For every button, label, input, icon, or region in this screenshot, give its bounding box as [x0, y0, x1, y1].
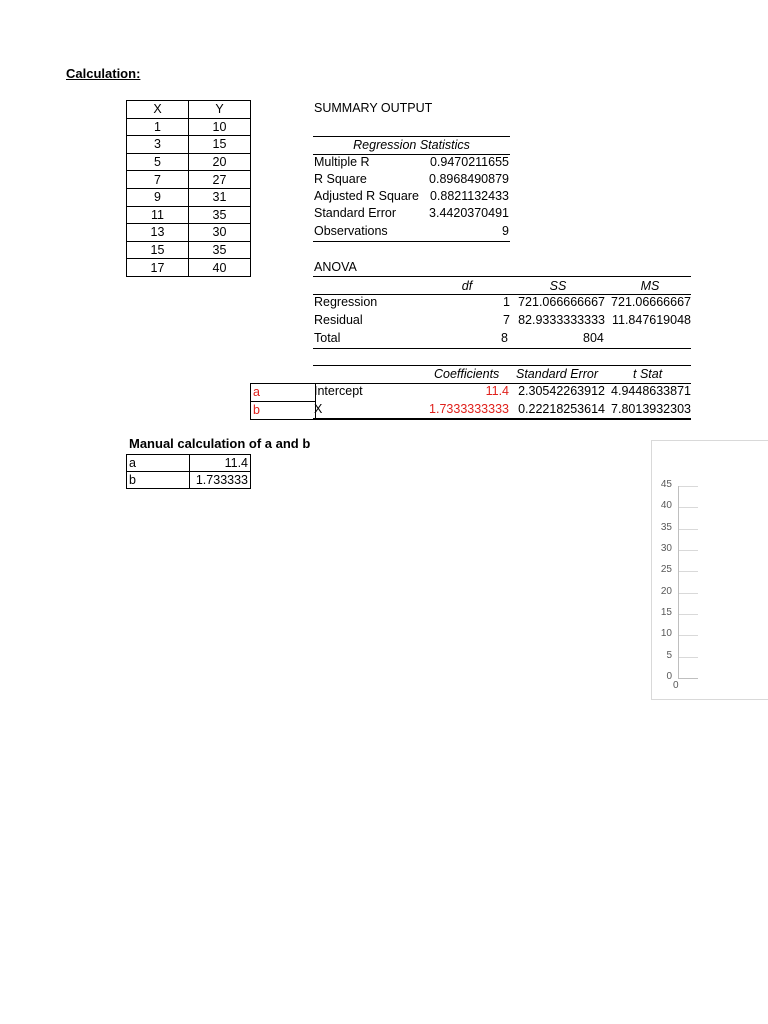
- regstat-value[interactable]: 0.8821132433: [429, 189, 509, 203]
- anova-row-label: Regression: [314, 295, 378, 309]
- chart-gridline: [678, 657, 698, 658]
- chart-y-tick-label: 5: [666, 649, 672, 661]
- table-row: [127, 118, 251, 136]
- anova-row-label: Total: [314, 331, 341, 345]
- anova-row-label: Residual: [314, 313, 363, 327]
- cell-x[interactable]: 17: [127, 259, 189, 277]
- chart-y-tick-label: 40: [660, 500, 672, 512]
- regstat-value[interactable]: 0.9470211655: [429, 155, 509, 169]
- chart-gridline: [678, 635, 698, 636]
- table-row: [127, 136, 251, 154]
- cell-y[interactable]: 35: [189, 241, 251, 259]
- anova-ms[interactable]: 11.847619048: [611, 313, 691, 327]
- coef-t-stat[interactable]: 7.8013932303: [611, 402, 691, 416]
- chart-gridline: [678, 614, 698, 615]
- anova-header-ms: MS: [640, 279, 660, 293]
- coef-header-t-stat: t Stat: [633, 367, 663, 381]
- chart-x-axis: [678, 678, 698, 679]
- anova-df[interactable]: 7: [503, 313, 510, 327]
- cell-y[interactable]: 31: [189, 188, 251, 206]
- cell-x[interactable]: 13: [127, 224, 189, 242]
- coef-standard-error[interactable]: 0.22218253614: [518, 402, 605, 416]
- regstat-label: R Square: [314, 172, 367, 186]
- anova-ss[interactable]: 804: [583, 331, 604, 345]
- manual-label[interactable]: a: [127, 455, 190, 472]
- anova-title: ANOVA: [314, 260, 357, 274]
- regstat-label: Observations: [314, 224, 388, 238]
- chart-y-tick-label: 25: [660, 564, 672, 576]
- chart-x-tick-label: 0: [673, 680, 679, 691]
- chart-y-tick-label: 45: [660, 479, 672, 490]
- cell-x[interactable]: 7: [127, 171, 189, 189]
- cell-x[interactable]: 11: [127, 206, 189, 224]
- chart-y-tick-label: 30: [660, 543, 672, 554]
- table-row: [127, 259, 251, 277]
- cell-y[interactable]: 40: [189, 259, 251, 277]
- chart-gridline: [678, 486, 698, 487]
- coef-top-rule: [313, 365, 691, 366]
- chart-y-axis: [678, 486, 679, 679]
- cell-y[interactable]: 30: [189, 224, 251, 242]
- cell-x[interactable]: 5: [127, 153, 189, 171]
- chart-y-tick-label: 0: [666, 671, 672, 682]
- anova-header-df: df: [461, 279, 473, 293]
- manual-value[interactable]: 1.733333: [190, 472, 251, 489]
- column-header-x[interactable]: X: [127, 101, 189, 119]
- summary-output-title: SUMMARY OUTPUT: [314, 101, 433, 115]
- cell-y[interactable]: 15: [189, 136, 251, 154]
- coef-header-standard-error: Standard Error: [516, 367, 598, 381]
- cell-x[interactable]: 15: [127, 241, 189, 259]
- anova-df[interactable]: 1: [503, 295, 510, 309]
- anova-top-rule: [313, 276, 691, 277]
- coef-row-label: X: [314, 402, 323, 416]
- anova-bottom-rule: [313, 348, 691, 349]
- regstat-label: Standard Error: [314, 206, 396, 220]
- coef-header-coefficients: Coefficients: [434, 367, 500, 381]
- xy-data-table: [126, 100, 251, 277]
- manual-label[interactable]: b: [127, 472, 190, 489]
- regstats-top-rule: [313, 136, 510, 137]
- table-row: [127, 472, 251, 489]
- regstat-value[interactable]: 9: [502, 224, 509, 238]
- coef-tag-a[interactable]: a: [250, 383, 316, 402]
- chart-gridline: [678, 571, 698, 572]
- table-row: [127, 241, 251, 259]
- table-row: [127, 153, 251, 171]
- cell-y[interactable]: 27: [189, 171, 251, 189]
- chart-y-tick-label: 15: [660, 607, 672, 618]
- regstat-value[interactable]: 3.4420370491: [429, 206, 509, 220]
- table-header-row: [127, 101, 251, 119]
- chart-gridline: [678, 529, 698, 530]
- anova-header-ss: SS: [549, 279, 567, 293]
- regstats-title: Regression Statistics: [353, 138, 470, 152]
- cell-x[interactable]: 3: [127, 136, 189, 154]
- anova-ms[interactable]: 721.06666667: [611, 295, 691, 309]
- regstat-label: Multiple R: [314, 155, 370, 169]
- table-row: [127, 188, 251, 206]
- anova-ss[interactable]: 721.066666667: [518, 295, 605, 309]
- table-row: [127, 171, 251, 189]
- regstat-label: Adjusted R Square: [314, 189, 419, 203]
- chart-gridline: [678, 507, 698, 508]
- table-row: [127, 224, 251, 242]
- coef-row-label: Intercept: [314, 384, 363, 398]
- table-row: [127, 206, 251, 224]
- cell-x[interactable]: 9: [127, 188, 189, 206]
- coef-standard-error[interactable]: 2.30542263912: [518, 384, 605, 398]
- regstat-value[interactable]: 0.8968490879: [429, 172, 509, 186]
- cell-y[interactable]: 10: [189, 118, 251, 136]
- coef-value[interactable]: 11.4: [485, 384, 509, 398]
- chart-gridline: [678, 593, 698, 594]
- table-row: [127, 455, 251, 472]
- cell-y[interactable]: 20: [189, 153, 251, 171]
- anova-ss[interactable]: 82.9333333333: [518, 313, 605, 327]
- anova-df[interactable]: 8: [501, 331, 508, 345]
- cell-y[interactable]: 35: [189, 206, 251, 224]
- chart-gridline: [678, 550, 698, 551]
- manual-value[interactable]: 11.4: [190, 455, 251, 472]
- page-heading: Calculation:: [66, 66, 141, 81]
- coef-t-stat[interactable]: 4.9448633871: [611, 384, 691, 398]
- cell-x[interactable]: 1: [127, 118, 189, 136]
- regstats-bottom-rule: [313, 241, 510, 242]
- coef-tag-b[interactable]: b: [250, 401, 316, 420]
- chart-y-tick-label: 10: [660, 628, 672, 640]
- manual-calculation-table: [126, 454, 251, 489]
- coef-value[interactable]: 1.7333333333: [429, 402, 509, 416]
- column-header-y[interactable]: Y: [189, 101, 251, 119]
- chart-y-tick-label: 20: [660, 585, 672, 597]
- manual-calculation-title: Manual calculation of a and b: [129, 436, 311, 451]
- coef-bottom-rule: [313, 418, 691, 420]
- chart-y-tick-label: 35: [660, 521, 672, 533]
